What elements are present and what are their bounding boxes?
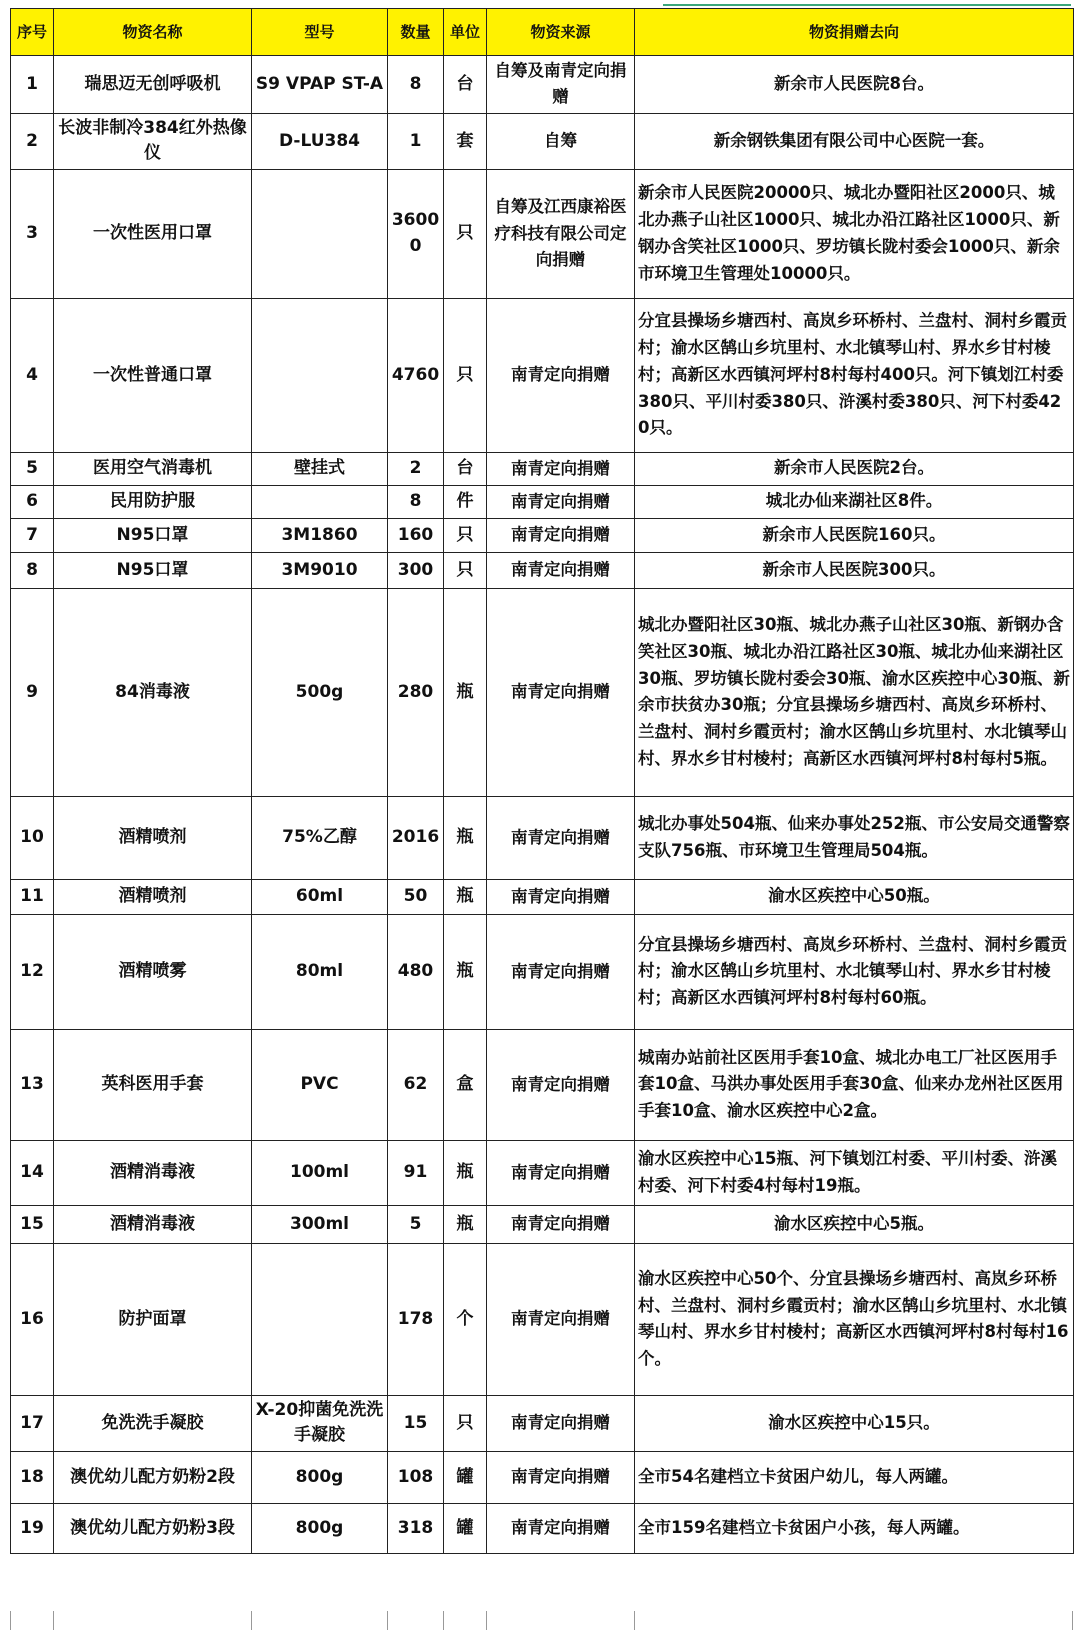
cell-model: 75%乙醇: [252, 796, 388, 879]
cell-qty: 108: [388, 1451, 444, 1503]
table-row: [11, 1205, 1074, 1243]
cell-dest: 渝水区疾控中心15瓶、河下镇划江村委、平川村委、浒溪村委、河下村委4村每村19瓶。: [635, 1140, 1074, 1205]
cell-unit: 套: [444, 113, 487, 169]
table-row: [11, 113, 1074, 169]
cell-name: 酒精喷雾: [54, 914, 252, 1029]
cell-source: 自筹及江西康裕医疗科技有限公司定向捐赠: [487, 169, 635, 298]
cell-dest: 新余市人民医院2台。: [635, 452, 1074, 485]
cell-model: 80ml: [252, 914, 388, 1029]
table-row: [11, 518, 1074, 552]
cell-no: 14: [11, 1140, 54, 1205]
cell-name: N95口罩: [54, 552, 252, 588]
cell-no: 19: [11, 1503, 54, 1553]
header-row: [11, 9, 1074, 56]
cell-qty: 280: [388, 588, 444, 796]
cell-unit: 罐: [444, 1451, 487, 1503]
cell-name: 酒精消毒液: [54, 1140, 252, 1205]
cell-dest: 渝水区疾控中心5瓶。: [635, 1205, 1074, 1243]
cell-qty: 50: [388, 879, 444, 914]
cell-qty: 2016: [388, 796, 444, 879]
cell-no: 4: [11, 298, 54, 452]
cell-source: 自筹: [487, 113, 635, 169]
cell-qty: 300: [388, 552, 444, 588]
cell-unit: 瓶: [444, 914, 487, 1029]
cell-no: 9: [11, 588, 54, 796]
cell-unit: 只: [444, 518, 487, 552]
cell-name: 酒精消毒液: [54, 1205, 252, 1243]
cell-qty: 4760: [388, 298, 444, 452]
cell-source: 南青定向捐赠: [487, 1140, 635, 1205]
cell-unit: 只: [444, 1395, 487, 1451]
cell-dest: 新余市人民医院8台。: [635, 56, 1074, 114]
cell-name: 瑞思迈无创呼吸机: [54, 56, 252, 114]
cell-qty: 62: [388, 1029, 444, 1140]
cell-no: 6: [11, 485, 54, 518]
cell-source: 南青定向捐赠: [487, 796, 635, 879]
cell-model: 3M1860: [252, 518, 388, 552]
table-row: [11, 1029, 1074, 1140]
cell-qty: 2: [388, 452, 444, 485]
cell-qty: 318: [388, 1503, 444, 1553]
cell-model: 100ml: [252, 1140, 388, 1205]
cell-qty: 178: [388, 1243, 444, 1395]
cell-name: 酒精喷剂: [54, 796, 252, 879]
cell-no: 10: [11, 796, 54, 879]
cell-qty: 5: [388, 1205, 444, 1243]
header-accent-line: [663, 4, 1071, 6]
header-source: 物资来源: [487, 9, 635, 56]
cell-name: 防护面罩: [54, 1243, 252, 1395]
header-unit: 单位: [444, 9, 487, 56]
cell-source: 南青定向捐赠: [487, 1503, 635, 1553]
cell-dest: 城南办站前社区医用手套10盒、城北办电工厂社区医用手套10盒、马洪办事处医用手套30盒、仙来办龙州社区医用手套10盒、渝水区疾控中心2盒。: [635, 1029, 1074, 1140]
cell-model: 60ml: [252, 879, 388, 914]
table-body: [11, 56, 1074, 1554]
cell-qty: 8: [388, 56, 444, 114]
cell-dest: 分宜县操场乡塘西村、高岚乡环桥村、兰盘村、洞村乡霞贡村；渝水区鹄山乡坑里村、水北镇琴山村、界水乡甘村棱村；高新区水西镇河坪村8村每村60瓶。: [635, 914, 1074, 1029]
cell-model: 800g: [252, 1503, 388, 1553]
cell-dest: 分宜县操场乡塘西村、高岚乡环桥村、兰盘村、洞村乡霞贡村；渝水区鹄山乡坑里村、水北镇琴山村、界水乡甘村棱村；高新区水西镇河坪村8村每村400只。河下镇划江村委380只、平川村委380只、浒溪村委380只、河下村委420只。: [635, 298, 1074, 452]
table-row: [11, 796, 1074, 879]
cell-model: [252, 169, 388, 298]
cell-model: 300ml: [252, 1205, 388, 1243]
cell-name: 澳优幼儿配方奶粉2段: [54, 1451, 252, 1503]
cell-name: 澳优幼儿配方奶粉3段: [54, 1503, 252, 1553]
cell-dest: 渝水区疾控中心15只。: [635, 1395, 1074, 1451]
cell-name: 84消毒液: [54, 588, 252, 796]
cell-source: 自筹及南青定向捐赠: [487, 56, 635, 114]
cell-name: 英科医用手套: [54, 1029, 252, 1140]
cell-no: 12: [11, 914, 54, 1029]
table-row: [11, 169, 1074, 298]
cell-unit: 件: [444, 485, 487, 518]
cell-model: [252, 298, 388, 452]
cell-name: N95口罩: [54, 518, 252, 552]
header-no: 序号: [11, 9, 54, 56]
cell-dest: 全市54名建档立卡贫困户幼儿，每人两罐。: [635, 1451, 1074, 1503]
table-row: [11, 1140, 1074, 1205]
cell-dest: 新余市人民医院20000只、城北办暨阳社区2000只、城北办燕子山社区1000只、城北办沿江路社区1000只、新钢办含笑社区1000只、罗坊镇长陇村委会1000只、新余市环境卫生管理处10000只。: [635, 169, 1074, 298]
cell-no: 18: [11, 1451, 54, 1503]
cell-unit: 台: [444, 452, 487, 485]
cell-no: 7: [11, 518, 54, 552]
cell-qty: 1: [388, 113, 444, 169]
cell-dest: 新余钢铁集团有限公司中心医院一套。: [635, 113, 1074, 169]
header-qty: 数量: [388, 9, 444, 56]
cell-no: 3: [11, 169, 54, 298]
table-row: [11, 588, 1074, 796]
cell-source: 南青定向捐赠: [487, 1451, 635, 1503]
header-dest: 物资捐赠去向: [635, 9, 1074, 56]
cell-model: PVC: [252, 1029, 388, 1140]
cell-source: 南青定向捐赠: [487, 1029, 635, 1140]
cell-source: 南青定向捐赠: [487, 1395, 635, 1451]
cell-dest: 城北办暨阳社区30瓶、城北办燕子山社区30瓶、新钢办含笑社区30瓶、城北办沿江路社区30瓶、城北办仙来湖社区30瓶、罗坊镇长陇村委会30瓶、渝水区疾控中心30瓶、新余市扶贫办30瓶；分宜县操场乡塘西村、高岚乡环桥村、兰盘村、洞村乡霞贡村；渝水区鹄山乡坑里村、水北镇琴山村、界水乡甘村棱村；高新区水西镇河坪村8村每村5瓶。: [635, 588, 1074, 796]
header-name: 物资名称: [54, 9, 252, 56]
cell-name: 长波非制冷384红外热像仪: [54, 113, 252, 169]
cell-model: 500g: [252, 588, 388, 796]
table-row: [11, 1451, 1074, 1503]
table-row: [11, 56, 1074, 114]
cell-qty: 91: [388, 1140, 444, 1205]
table-row: [11, 879, 1074, 914]
cell-source: 南青定向捐赠: [487, 879, 635, 914]
cell-source: 南青定向捐赠: [487, 298, 635, 452]
cell-dest: 渝水区疾控中心50瓶。: [635, 879, 1074, 914]
table-row: [11, 1243, 1074, 1395]
cell-name: 医用空气消毒机: [54, 452, 252, 485]
cell-model: 壁挂式: [252, 452, 388, 485]
cell-unit: 台: [444, 56, 487, 114]
donation-table-sheet: [10, 8, 1073, 1554]
cell-model: X-20抑菌免洗洗手凝胶: [252, 1395, 388, 1451]
cell-source: 南青定向捐赠: [487, 485, 635, 518]
cell-no: 16: [11, 1243, 54, 1395]
cell-no: 1: [11, 56, 54, 114]
cell-name: 民用防护服: [54, 485, 252, 518]
cell-source: 南青定向捐赠: [487, 914, 635, 1029]
cell-unit: 盒: [444, 1029, 487, 1140]
donation-table: [10, 8, 1074, 1554]
cell-name: 一次性医用口罩: [54, 169, 252, 298]
cell-dest: 新余市人民医院160只。: [635, 518, 1074, 552]
cell-unit: 瓶: [444, 879, 487, 914]
table-row: [11, 1395, 1074, 1451]
cell-model: 800g: [252, 1451, 388, 1503]
cell-dest: 城北办事处504瓶、仙来办事处252瓶、市公安局交通警察支队756瓶、市环境卫生管理局504瓶。: [635, 796, 1074, 879]
cell-unit: 瓶: [444, 1205, 487, 1243]
next-row-edge: [10, 1611, 1073, 1630]
cell-unit: 罐: [444, 1503, 487, 1553]
cell-no: 8: [11, 552, 54, 588]
table-row: [11, 485, 1074, 518]
table-row: [11, 298, 1074, 452]
cell-model: [252, 485, 388, 518]
cell-source: 南青定向捐赠: [487, 452, 635, 485]
cell-unit: 只: [444, 298, 487, 452]
cell-source: 南青定向捐赠: [487, 552, 635, 588]
cell-qty: 160: [388, 518, 444, 552]
header-model: 型号: [252, 9, 388, 56]
cell-model: D-LU384: [252, 113, 388, 169]
table-row: [11, 1503, 1074, 1553]
cell-model: 3M9010: [252, 552, 388, 588]
cell-no: 11: [11, 879, 54, 914]
cell-unit: 瓶: [444, 588, 487, 796]
cell-no: 13: [11, 1029, 54, 1140]
table-row: [11, 914, 1074, 1029]
cell-unit: 瓶: [444, 796, 487, 879]
table-row: [11, 552, 1074, 588]
cell-no: 17: [11, 1395, 54, 1451]
cell-model: S9 VPAP ST-A: [252, 56, 388, 114]
cell-unit: 只: [444, 169, 487, 298]
cell-name: 免洗洗手凝胶: [54, 1395, 252, 1451]
cell-dest: 城北办仙来湖社区8件。: [635, 485, 1074, 518]
cell-no: 15: [11, 1205, 54, 1243]
cell-source: 南青定向捐赠: [487, 1243, 635, 1395]
cell-unit: 瓶: [444, 1140, 487, 1205]
cell-dest: 新余市人民医院300只。: [635, 552, 1074, 588]
cell-unit: 只: [444, 552, 487, 588]
cell-no: 2: [11, 113, 54, 169]
cell-dest: 全市159名建档立卡贫困户小孩，每人两罐。: [635, 1503, 1074, 1553]
cell-name: 一次性普通口罩: [54, 298, 252, 452]
cell-dest: 渝水区疾控中心50个、分宜县操场乡塘西村、高岚乡环桥村、兰盘村、洞村乡霞贡村；渝水区鹄山乡坑里村、水北镇琴山村、界水乡甘村棱村；高新区水西镇河坪村8村每村16个。: [635, 1243, 1074, 1395]
cell-no: 5: [11, 452, 54, 485]
cell-qty: 36000: [388, 169, 444, 298]
cell-qty: 8: [388, 485, 444, 518]
cell-model: [252, 1243, 388, 1395]
cell-source: 南青定向捐赠: [487, 588, 635, 796]
table-row: [11, 452, 1074, 485]
cell-unit: 个: [444, 1243, 487, 1395]
cell-name: 酒精喷剂: [54, 879, 252, 914]
cell-qty: 15: [388, 1395, 444, 1451]
cell-source: 南青定向捐赠: [487, 1205, 635, 1243]
cell-qty: 480: [388, 914, 444, 1029]
cell-source: 南青定向捐赠: [487, 518, 635, 552]
